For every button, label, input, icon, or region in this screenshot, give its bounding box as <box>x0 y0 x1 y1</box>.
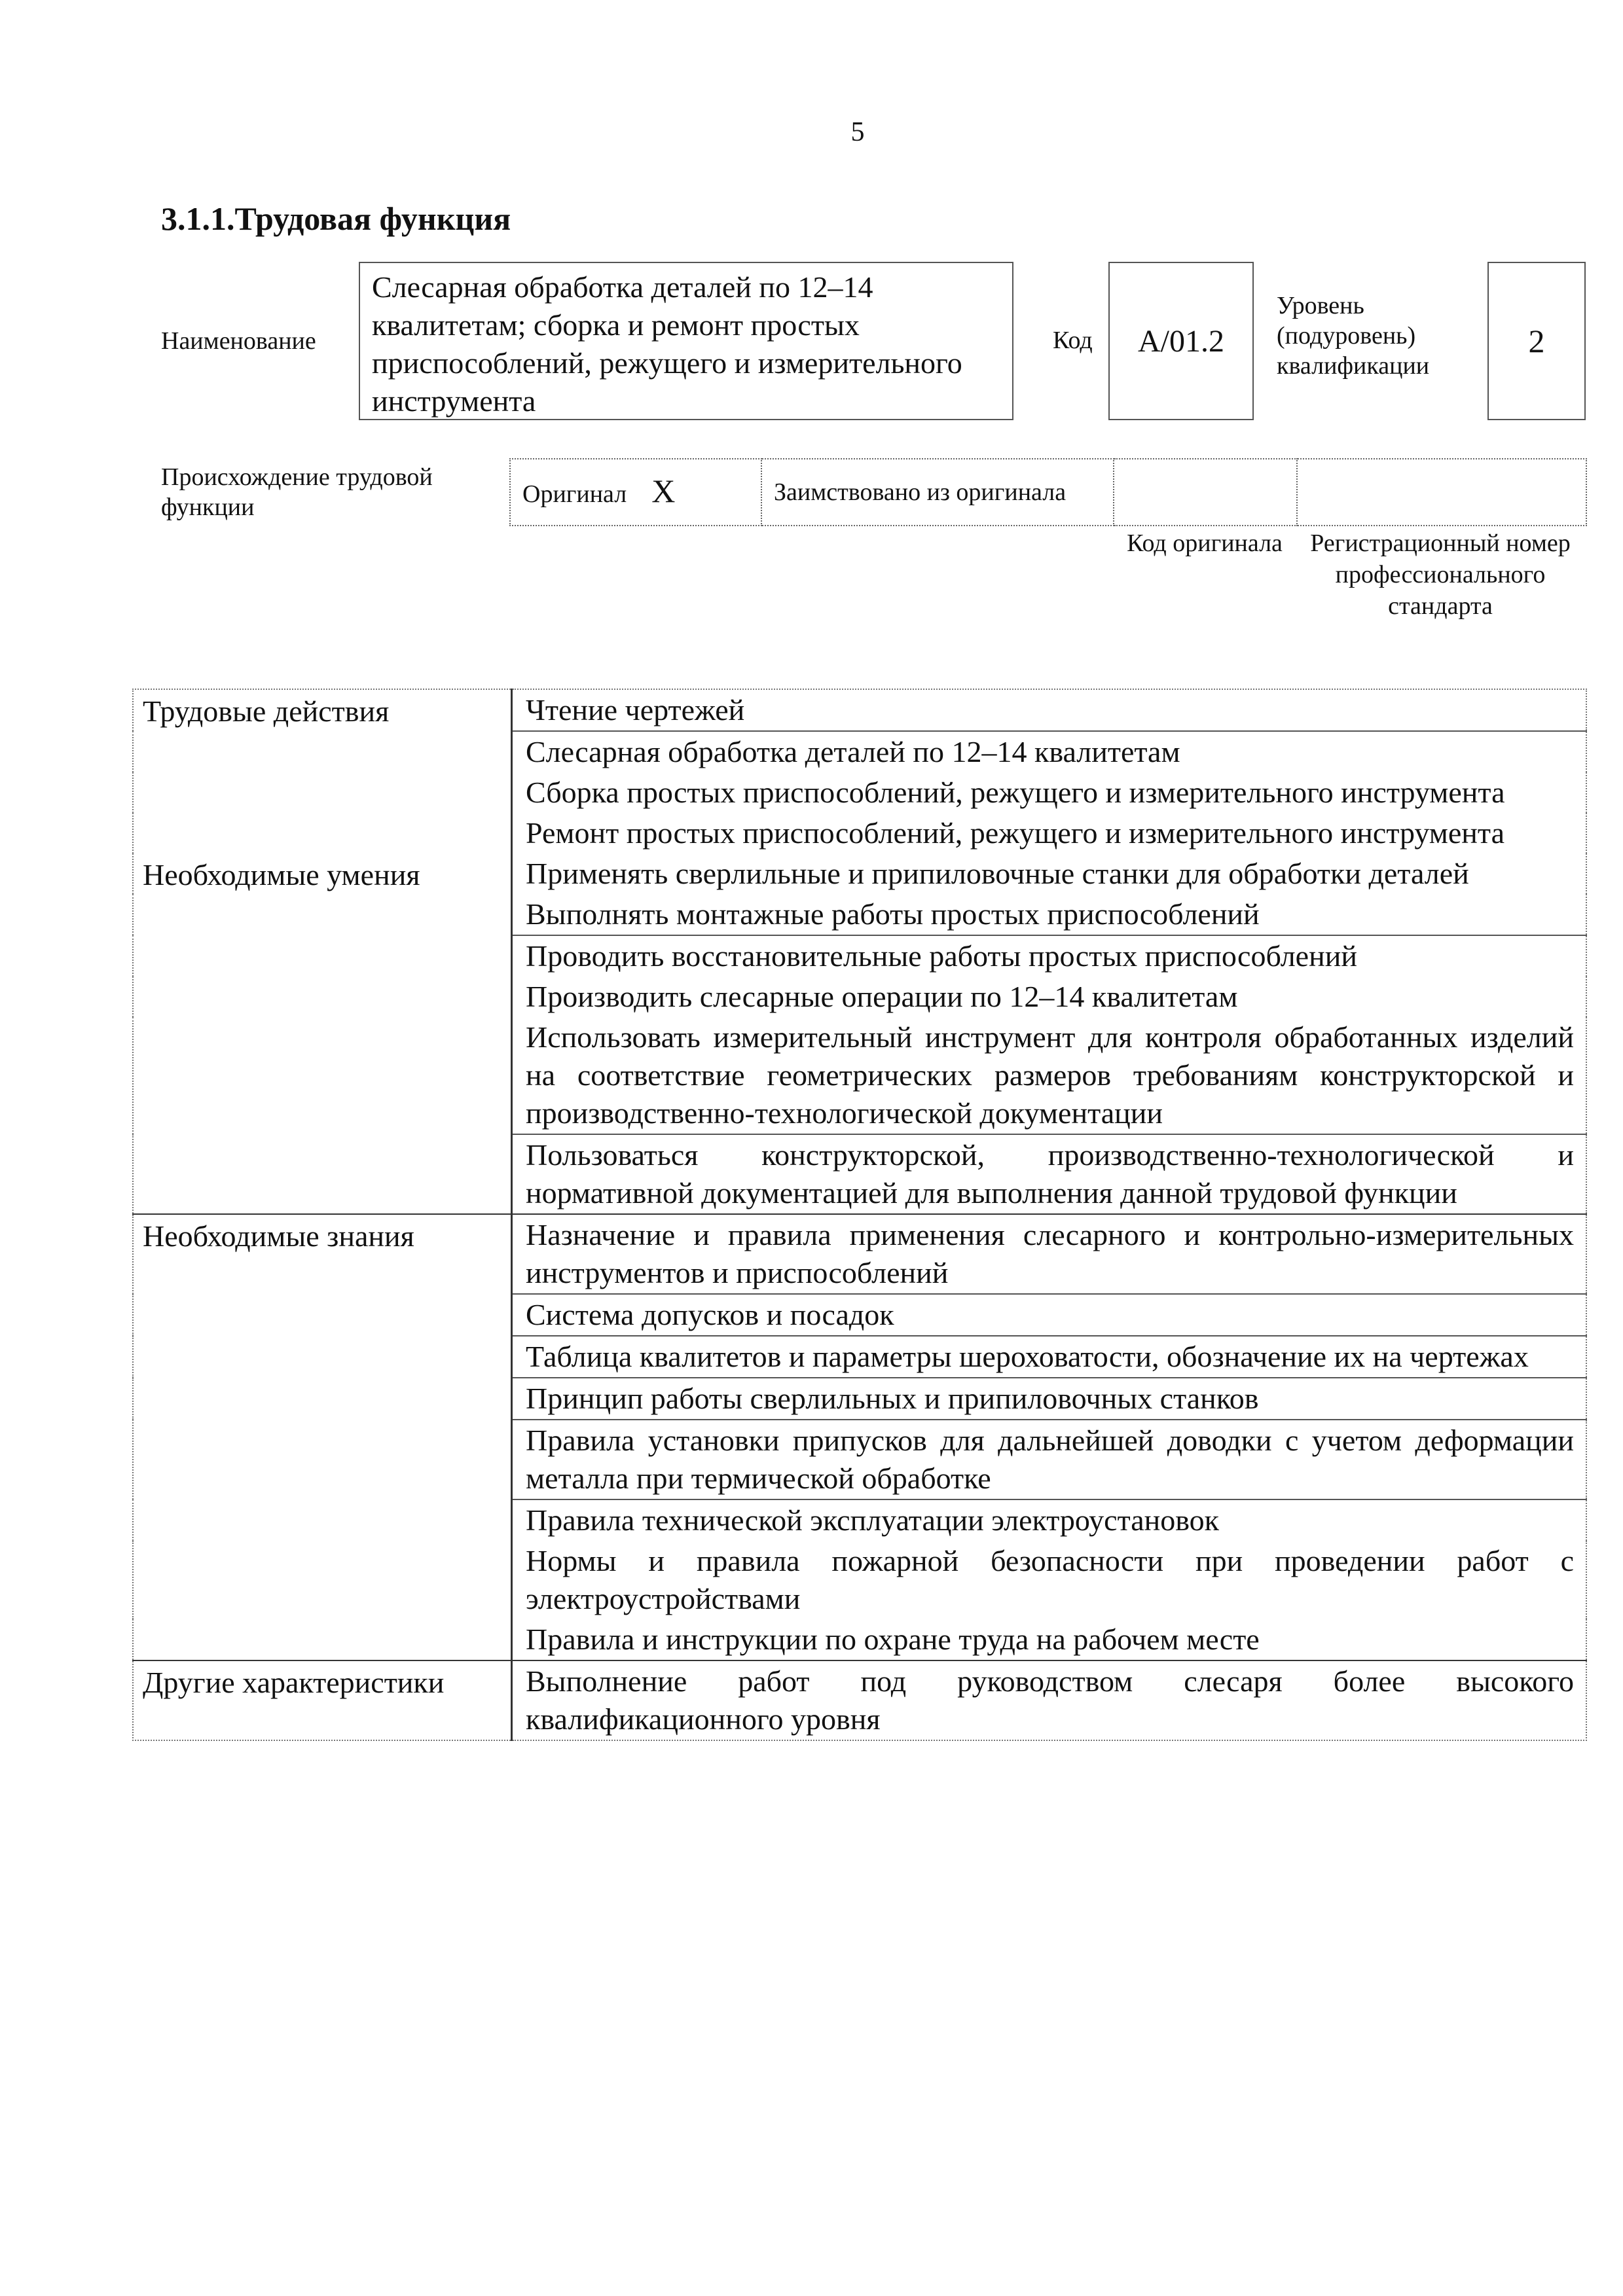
table-row <box>133 689 1586 731</box>
name-value: Слесарная обработка деталей по 12–14 квалитетам; сборка и ремонт простых приспособлений, режущего и измерительного инструмента <box>372 270 962 418</box>
knowledge-item: Правила и инструкции по охране труда на рабочем месте <box>512 1619 1587 1660</box>
level-value: 2 <box>1528 323 1545 359</box>
category-other: Другие характеристики <box>133 1660 512 1740</box>
origin-original-mark: X <box>651 472 676 509</box>
labor-action-item: Слесарная обработка деталей по 12–14 квалитетам <box>512 731 1587 772</box>
origin-borrowed-label: Заимствовано из оригинала <box>774 478 1067 506</box>
knowledge-item: Правила технической эксплуатации электроустановок <box>512 1499 1587 1541</box>
origin-code-cell <box>1114 459 1297 526</box>
code-value-box <box>1108 262 1254 420</box>
level-label: Уровень (подуровень) квалификации <box>1277 292 1430 380</box>
table-row <box>133 853 1586 894</box>
skill-item: Использовать измерительный инструмент для контроля обработанных изделий на соответствие геометрических размеров требованиям конструкторской и производственно-технологической документации <box>512 1017 1587 1134</box>
category-knowledge: Необходимые знания <box>133 1214 512 1660</box>
origin-reg-number-cell <box>1297 459 1586 526</box>
knowledge-item: Система допусков и посадок <box>512 1294 1587 1336</box>
knowledge-item: Принцип работы сверлильных и припиловочных станков <box>512 1378 1587 1420</box>
category-skills: Необходимые умения <box>133 853 512 1214</box>
code-value: A/01.2 <box>1138 323 1224 359</box>
reg-number-label: Регистрационный номер профессионального стандарта <box>1310 529 1571 620</box>
page-number: 5 <box>850 117 865 147</box>
labor-action-item: Сборка простых приспособлений, режущего и измерительного инструмента <box>512 772 1587 813</box>
code-original-label: Код оригинала <box>1127 529 1283 557</box>
code-label: Код <box>1053 327 1093 354</box>
origin-original-cell <box>510 459 761 526</box>
labor-action-item: Ремонт простых приспособлений, режущего и измерительного инструмента <box>512 813 1587 853</box>
knowledge-item: Назначение и правила применения слесарного и контрольно-измерительных инструментов и приспособлений <box>512 1214 1587 1294</box>
labor-function-table <box>132 689 1587 1741</box>
origin-borrowed-cell <box>761 459 1114 526</box>
origin-original-label: Оригинал <box>522 480 627 508</box>
table-row <box>133 1660 1586 1740</box>
other-item: Выполнение работ под руководством слесаря более высокого квалификационного уровня <box>512 1660 1587 1740</box>
category-labor-actions: Трудовые действия <box>133 689 512 853</box>
origin-table <box>509 458 1587 526</box>
skill-item: Производить слесарные операции по 12–14 квалитетам <box>512 977 1587 1017</box>
knowledge-item: Таблица квалитетов и параметры шероховатости, обозначение их на чертежах <box>512 1336 1587 1378</box>
knowledge-item: Нормы и правила пожарной безопасности при проведении работ с электроустройствами <box>512 1541 1587 1619</box>
table-row <box>133 1214 1586 1294</box>
skill-item: Выполнять монтажные работы простых приспособлений <box>512 894 1587 935</box>
name-value-box <box>359 262 1013 420</box>
origin-label: Происхождение трудовой функции <box>161 463 433 521</box>
labor-action-item: Чтение чертежей <box>512 689 1587 731</box>
name-label: Наименование <box>161 327 316 355</box>
knowledge-item: Правила установки припусков для дальнейшей доводки с учетом деформации металла при термической обработке <box>512 1420 1587 1499</box>
skill-item: Проводить восстановительные работы простых приспособлений <box>512 935 1587 977</box>
skill-item: Применять сверлильные и припиловочные станки для обработки деталей <box>512 853 1587 894</box>
section-title: 3.1.1.Трудовая функция <box>161 200 511 237</box>
skill-item: Пользоваться конструкторской, производственно-технологической и нормативной документацией для выполнения данной трудовой функции <box>512 1134 1587 1214</box>
level-value-box <box>1487 262 1586 420</box>
